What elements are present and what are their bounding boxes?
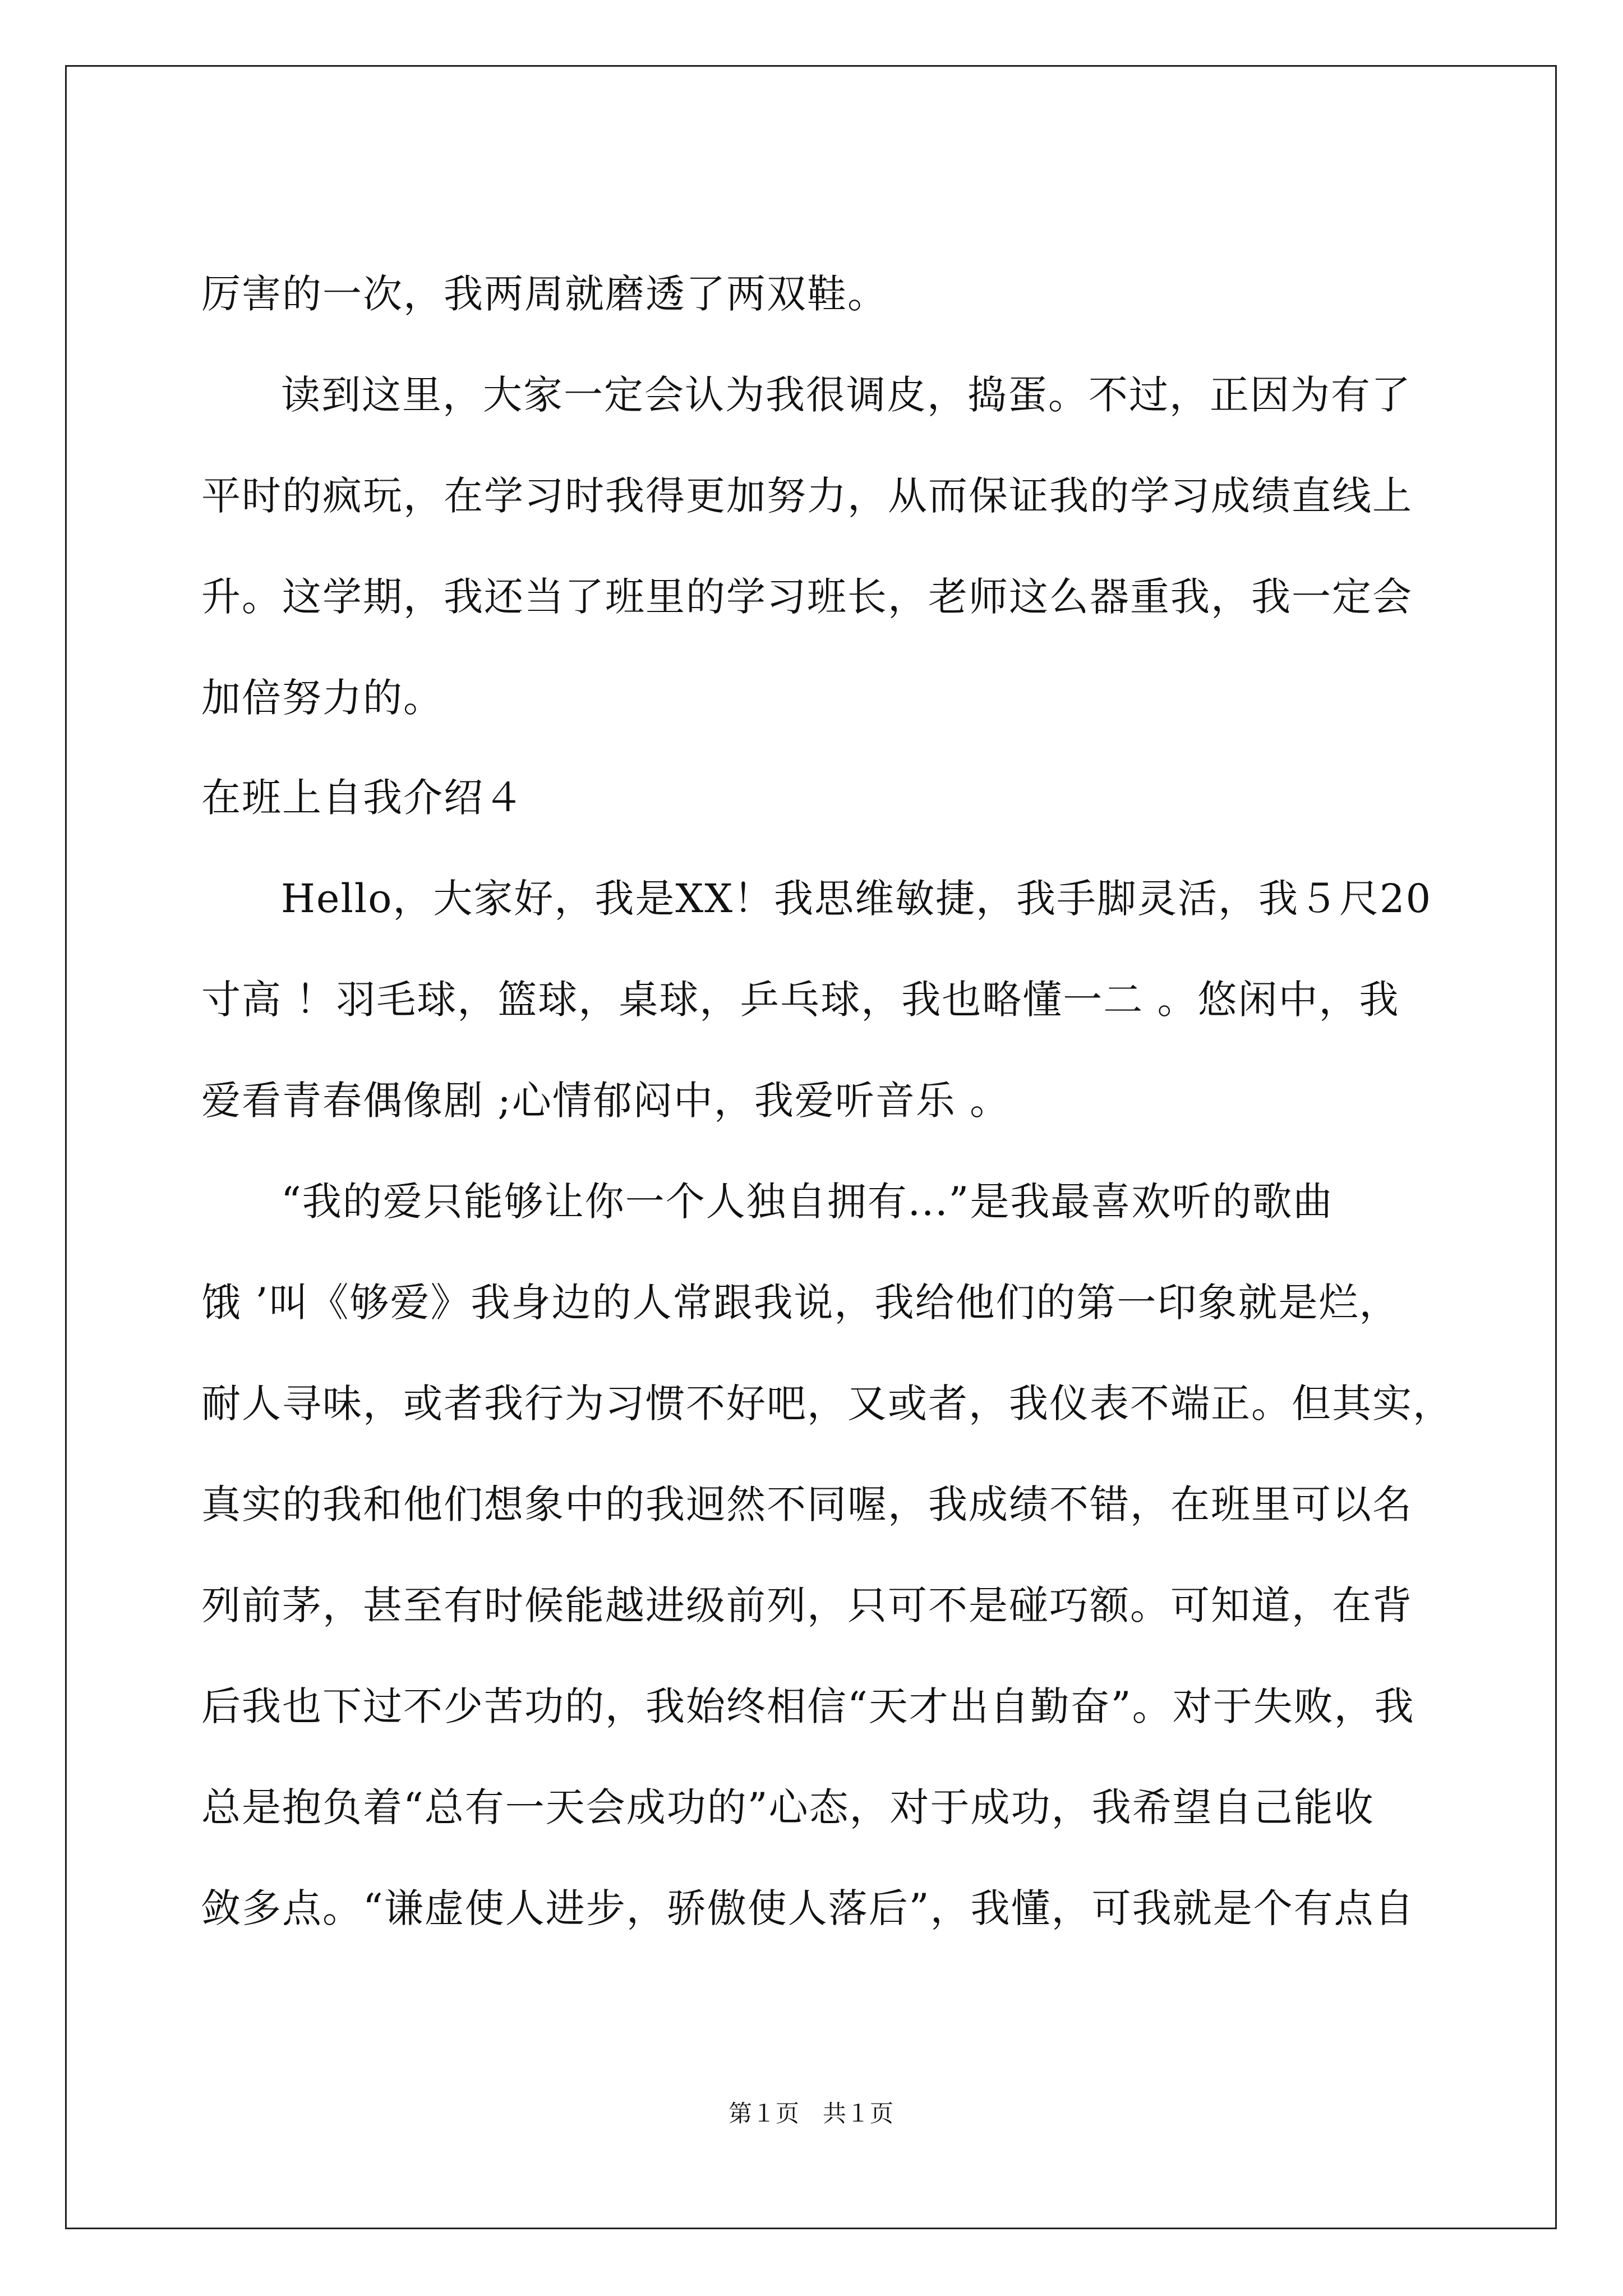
page-number-footer: 第１页 共１页	[728, 2100, 893, 2127]
paragraph-line: 总是抱负着“总有一天会成功的”心态，对于成功，我希望自己能收	[201, 1784, 1375, 1830]
paragraph-line: 加倍努力的。	[201, 675, 444, 721]
paragraph-line: Hello，大家好，我是XX！我思维敏捷，我手脚灵活，我５尺20	[281, 876, 1432, 922]
paragraph-line: 饿 ’叫《够爱》我身边的人常跟我说，我给他们的第一印象就是烂，	[201, 1280, 1400, 1326]
paragraph-line: 升。这学期，我还当了班里的学习班长，老师这么器重我，我一定会	[201, 574, 1413, 620]
paragraph-line: 厉害的一次，我两周就磨透了两双鞋。	[201, 271, 888, 317]
page-border	[65, 65, 1557, 2229]
paragraph-line: 后我也下过不少苦功的，我始终相信“天才出自勤奋”。对于失败，我	[201, 1683, 1415, 1729]
paragraph-line: “我的爱只能够让你一个人独自拥有...”是我最喜欢听的歌曲	[281, 1179, 1334, 1225]
paragraph-line: 耐人寻味，或者我行为习惯不好吧，又或者，我仪表不端正。但其实，	[201, 1381, 1453, 1427]
paragraph-line: 敛多点。“谦虚使人进步，骄傲使人落后”，我懂，可我就是个有点自	[201, 1885, 1415, 1931]
paragraph-line: 平时的疯玩，在学习时我得更加努力，从而保证我的学习成绩直线上	[201, 473, 1413, 519]
paragraph-line: 列前茅，甚至有时候能越进级前列，只可不是碰巧额。可知道，在背	[201, 1582, 1413, 1628]
paragraph-line: 爱看青春偶像剧 ;心情郁闷中，我爱听音乐 。	[201, 1078, 1011, 1124]
paragraph-line: 真实的我和他们想象中的我迥然不同喔，我成绩不错，在班里可以名	[201, 1481, 1413, 1527]
section-heading: 在班上自我介绍４	[201, 775, 524, 821]
paragraph-line: 读到这里，大家一定会认为我很调皮，捣蛋。不过，正因为有了	[281, 372, 1412, 418]
paragraph-line: 寸高 ！羽毛球，篮球，桌球，乒乓球，我也略懂一二 。悠闲中，我	[201, 977, 1400, 1023]
